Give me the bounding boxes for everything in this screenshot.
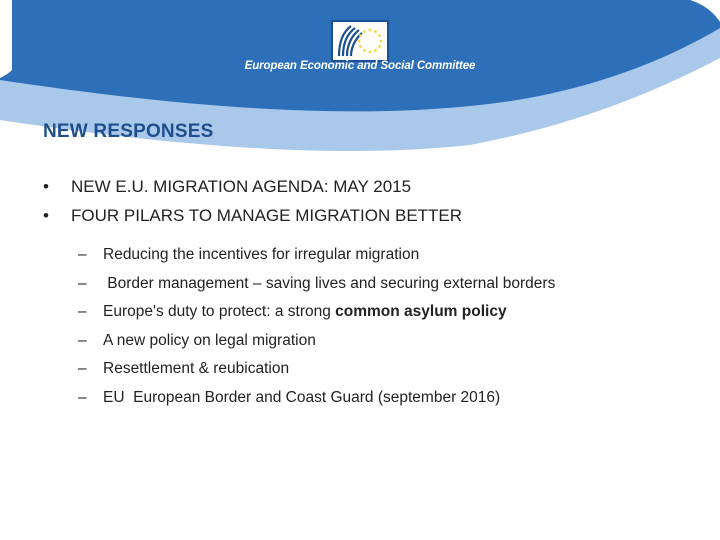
pillar-item [78, 358, 555, 387]
eesc-logo-stars-icon [331, 20, 389, 62]
eu-star [359, 45, 362, 48]
dash-marker: – [78, 246, 87, 263]
pillar-item [78, 244, 555, 273]
banner-white-cut [0, 0, 12, 78]
bullet-text: FOUR PILARS TO MANAGE MIGRATION BETTER [71, 206, 463, 225]
pillar-item [78, 387, 555, 416]
eu-star [374, 49, 377, 52]
eu-star [369, 51, 372, 54]
pillar-item [78, 301, 555, 330]
dash-marker: – [78, 360, 87, 378]
dash-marker: – [78, 388, 87, 406]
eu-star [380, 40, 383, 43]
pillar-text: Resettlement & reubication [103, 360, 290, 378]
eu-star [378, 34, 381, 37]
pillar-item [78, 330, 555, 359]
dash-marker: – [78, 274, 87, 292]
pillar-text: EU European Border and Coast Guard (september 2016) [103, 388, 501, 406]
pillar-text: Border management – saving lives and securing external borders [103, 274, 556, 292]
eu-star [363, 49, 366, 52]
bullet-item-pillars [43, 205, 462, 234]
bullet-dot: • [43, 206, 49, 225]
bullet-dot: • [43, 177, 49, 196]
eu-star [378, 45, 381, 48]
dash-marker: – [78, 331, 87, 349]
eu-star [359, 34, 362, 37]
organization-name: European Economic and Social Committee [244, 60, 476, 72]
eu-star [374, 30, 377, 33]
pillar-text: A new policy on legal migration [103, 331, 316, 349]
eu-star [363, 30, 366, 33]
bullet-item-agenda [43, 176, 462, 205]
pillar-text: Europe's duty to protect: a strong [103, 303, 336, 321]
eu-star [358, 40, 361, 43]
pillar-emphasis: common asylum policy [335, 303, 507, 321]
dash-marker: – [78, 303, 87, 321]
bullet-text: NEW E.U. MIGRATION AGENDA: MAY 2015 [71, 177, 412, 196]
pillar-item [78, 273, 555, 302]
bullet-list [43, 176, 462, 234]
slide-title: NEW RESPONSES [43, 121, 214, 142]
eu-star [369, 29, 372, 32]
pillar-list [78, 244, 555, 416]
pillar-text: Reducing the incentives for irregular migration [103, 246, 420, 263]
